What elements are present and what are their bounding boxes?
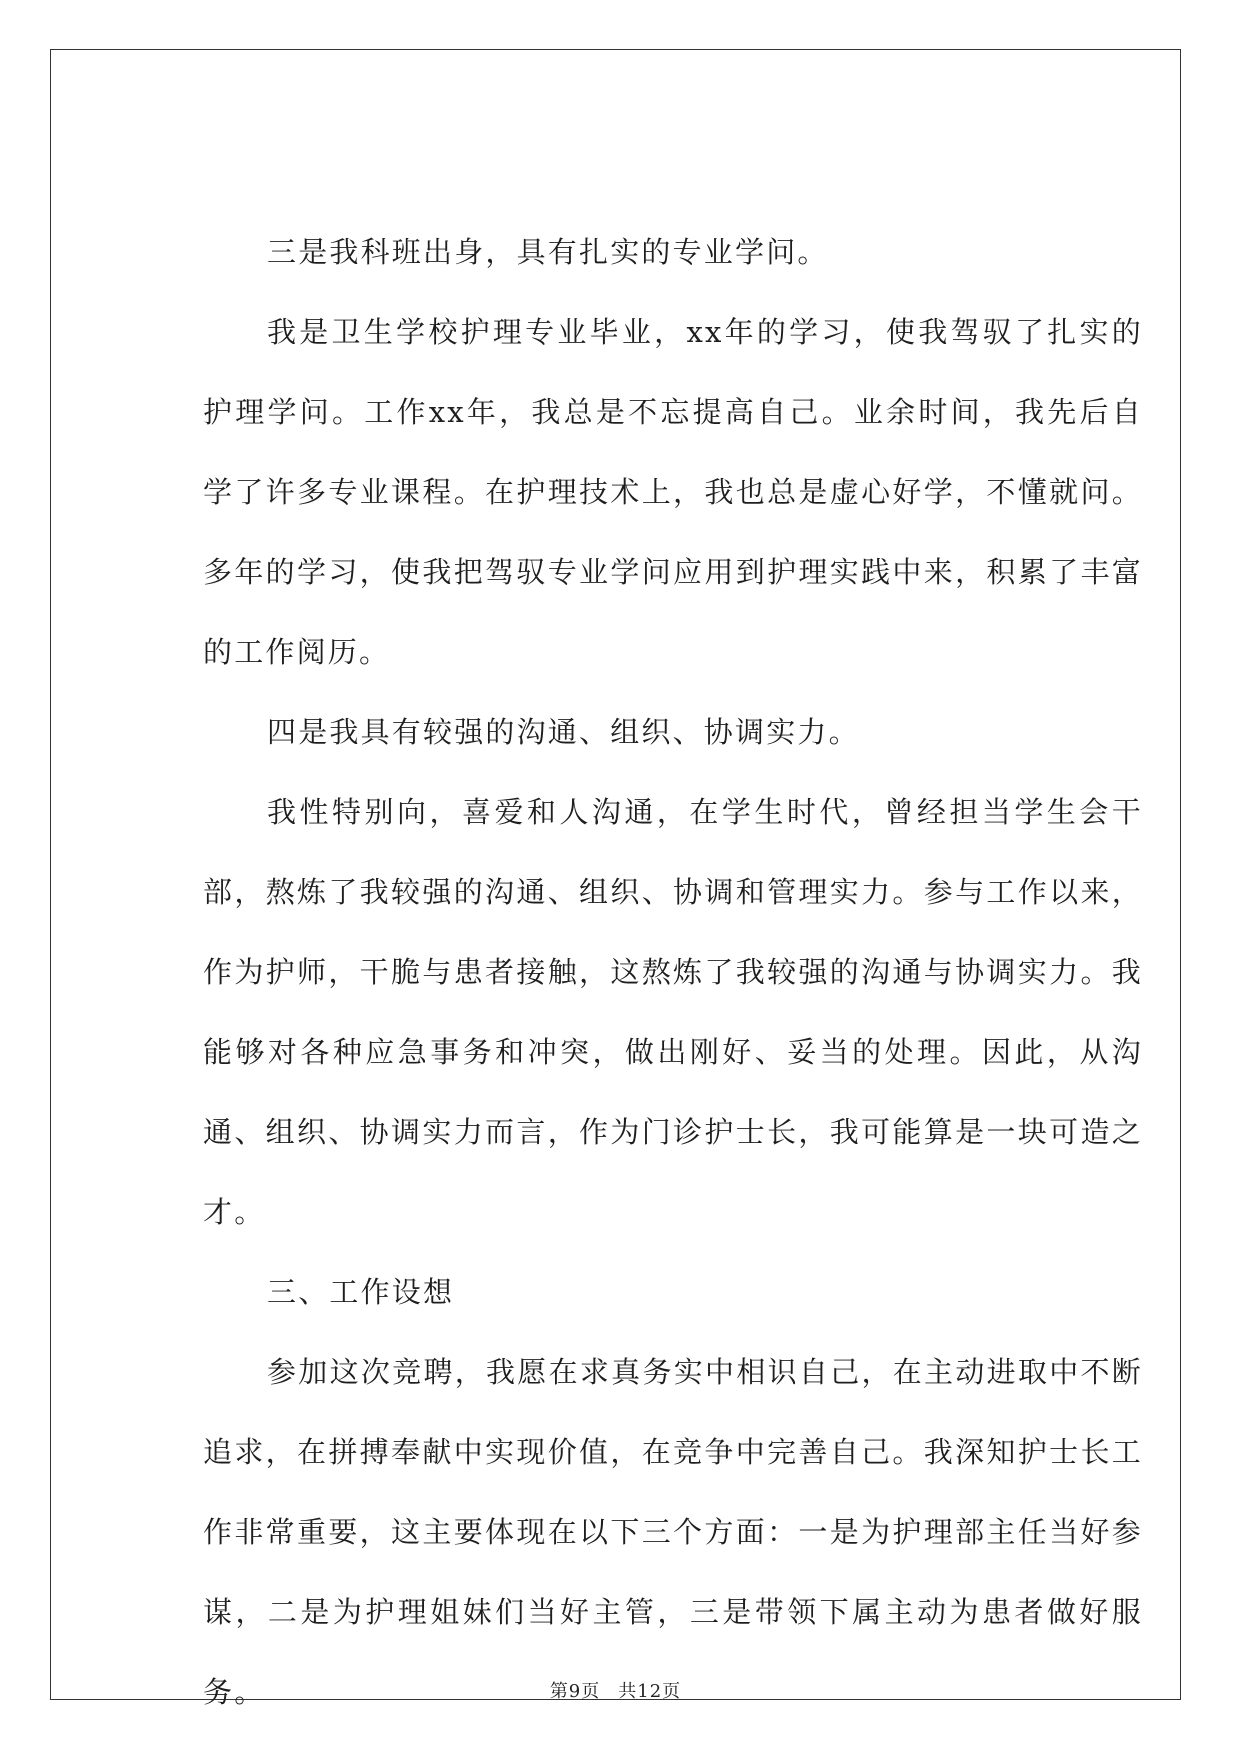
paragraph-6: 参加这次竞聘，我愿在求真务实中相识自己，在主动进取中不断追求，在拼搏奉献中实现价值，在竞争中完善自己。我深知护士长工作非常重要，这主要体现在以下三个方面：一是为护理部主任当好参谋，二是为护理姐妹们当好主管，三是带领下属主动为患者做好服务。 xyxy=(203,1355,1143,1709)
paragraph-3: 四是我具有较强的沟通、组织、协调实力。 xyxy=(267,715,860,749)
page-footer xyxy=(51,1677,1180,1703)
paragraph-2: 我是卫生学校护理专业毕业，xx年的学习，使我驾驭了扎实的护理学问。工作xx年，我总是不忘提高自己。业余时间，我先后自学了许多专业课程。在护理技术上，我也总是虚心好学，不懂就问。多年的学习，使我把驾驭专业学问应用到护理实践中来，积累了丰富的工作阅历。 xyxy=(203,315,1143,669)
page-frame xyxy=(50,49,1181,1709)
paragraph-4: 我性特别向，喜爱和人沟通，在学生时代，曾经担当学生会干部，熬炼了我较强的沟通、组织、协调和管理实力。参与工作以来，作为护师，干脆与患者接触，这熬炼了我较强的沟通与协调实力。我能够对各种应急事务和冲突，做出刚好、妥当的处理。因此，从沟通、组织、协调实力而言，作为门诊护士长，我可能算是一块可造之才。 xyxy=(203,795,1143,1229)
document-body xyxy=(203,212,1143,1732)
page-total: 共12页 xyxy=(618,1681,682,1702)
section-heading: 三、工作设想 xyxy=(267,1275,455,1309)
page-number: 第9页 xyxy=(549,1681,601,1702)
paragraph-1: 三是我科班出身，具有扎实的专业学问。 xyxy=(267,235,829,269)
